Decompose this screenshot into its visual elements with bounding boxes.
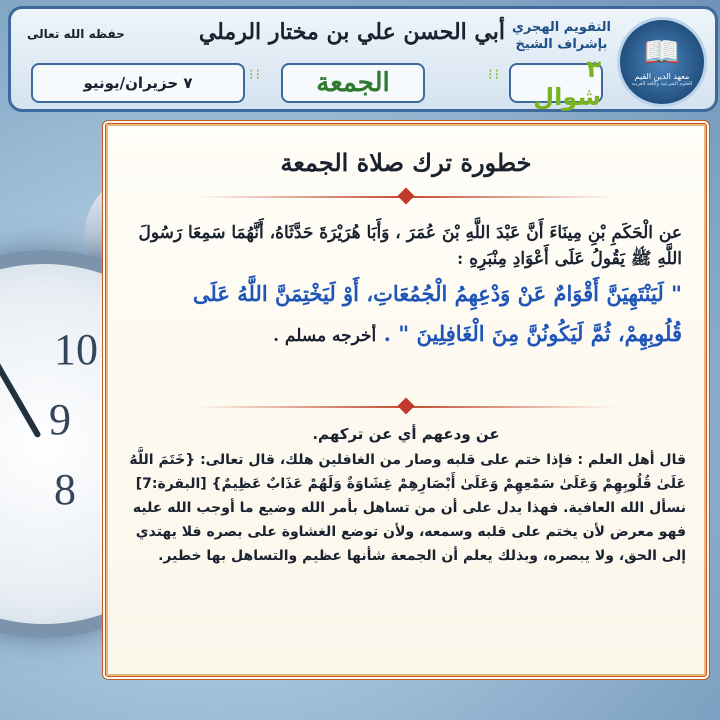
content-card: [102, 120, 710, 680]
hadith-quote: [130, 274, 682, 356]
hijri-subtitle: بإشراف الشيخ: [515, 37, 608, 52]
hijri-date: ٣ شوال: [509, 63, 603, 103]
separator-dots-icon: ⁝⁝: [488, 67, 501, 83]
hadith-source: أخرجه مسلم .: [273, 326, 377, 346]
logo-name: معهد الدين القيم: [634, 71, 690, 81]
clock-number: 8: [54, 465, 76, 514]
scholars-explanation: قال أهل العلم : فإذا ختم على قلبه وصار من الغافلين هلك، قال تعالى: {خَتَمَ اللَّهُ عَلَىٰ قُلُوبِهِمْ وَعَلَىٰ سَمْعِهِمْ وَعَلَىٰ أَبْصَارِهِمْ غِشَاوَةٌ وَلَهُمْ عَذَابٌ عَظِيمٌ} [البقرة:7] نسأل الله العافية. فهذا يدل على أن من تساهل بأمر الله وضيع ما أوجب الله عليه فهو معرض لأن يختم على قلبه وسمعه، ولأن توضع الغشاوة على بصره فلا يهتدي إلى الحق، ولا يبصره، وبذلك يعلم أن الجمعة شأنها عظيم والتساهل بها خطير.: [129, 452, 686, 564]
hafidh-label: حفظه الله تعالى: [27, 27, 125, 41]
separator-dots-icon: ⁝⁝: [249, 67, 262, 83]
divider-ornament-icon: [196, 400, 616, 414]
logo-subtitle: للعلوم الشرعية واللغة العربية: [631, 80, 693, 87]
institute-logo: [617, 17, 707, 107]
hadith-intro: عن الْحَكَمِ بْنِ مِينَاءَ أَنَّ عَبْدَ اللَّهِ بْنَ عُمَرَ ، وَأَبَا هُرَيْرَةَ حَدَّثَاهُ، أَنَّهُمَا سَمِعَا رَسُولَ اللَّهِ ﷺ يَقُولُ عَلَى أَعْوَادِ مِنْبَرِهِ :: [138, 223, 682, 269]
hijri-calendar-label: [512, 19, 611, 53]
hadith-quote-text: " لَيَنْتَهِيَنَّ أَقْوَامٌ عَنْ وَدْعِهِمُ الْجُمُعَاتِ، أَوْ لَيَخْتِمَنَّ اللَّهُ عَلَى قُلُوبِهِمْ، ثُمَّ لَيَكُونُنَّ مِنَ الْغَافِلِينَ " .: [192, 281, 682, 346]
day-name: الجمعة: [281, 63, 425, 103]
clock-hand: [0, 358, 42, 439]
gregorian-date: ٧ حزيران/يونيو: [31, 63, 245, 103]
word-explanation: عن ودعهم أي عن تركهم.: [312, 425, 500, 443]
book-logo-icon: 📖: [643, 34, 681, 70]
divider-ornament-icon: [196, 190, 616, 204]
calendar-header: [8, 6, 718, 112]
clock-number: 9: [49, 395, 71, 444]
card-title: خطورة ترك صلاة الجمعة: [280, 148, 532, 177]
hijri-title: التقويم الهجري: [511, 20, 611, 35]
sheikh-name: أبي الحسن علي بن مختار الرملي: [198, 19, 505, 45]
clock-number: 10: [54, 325, 98, 374]
